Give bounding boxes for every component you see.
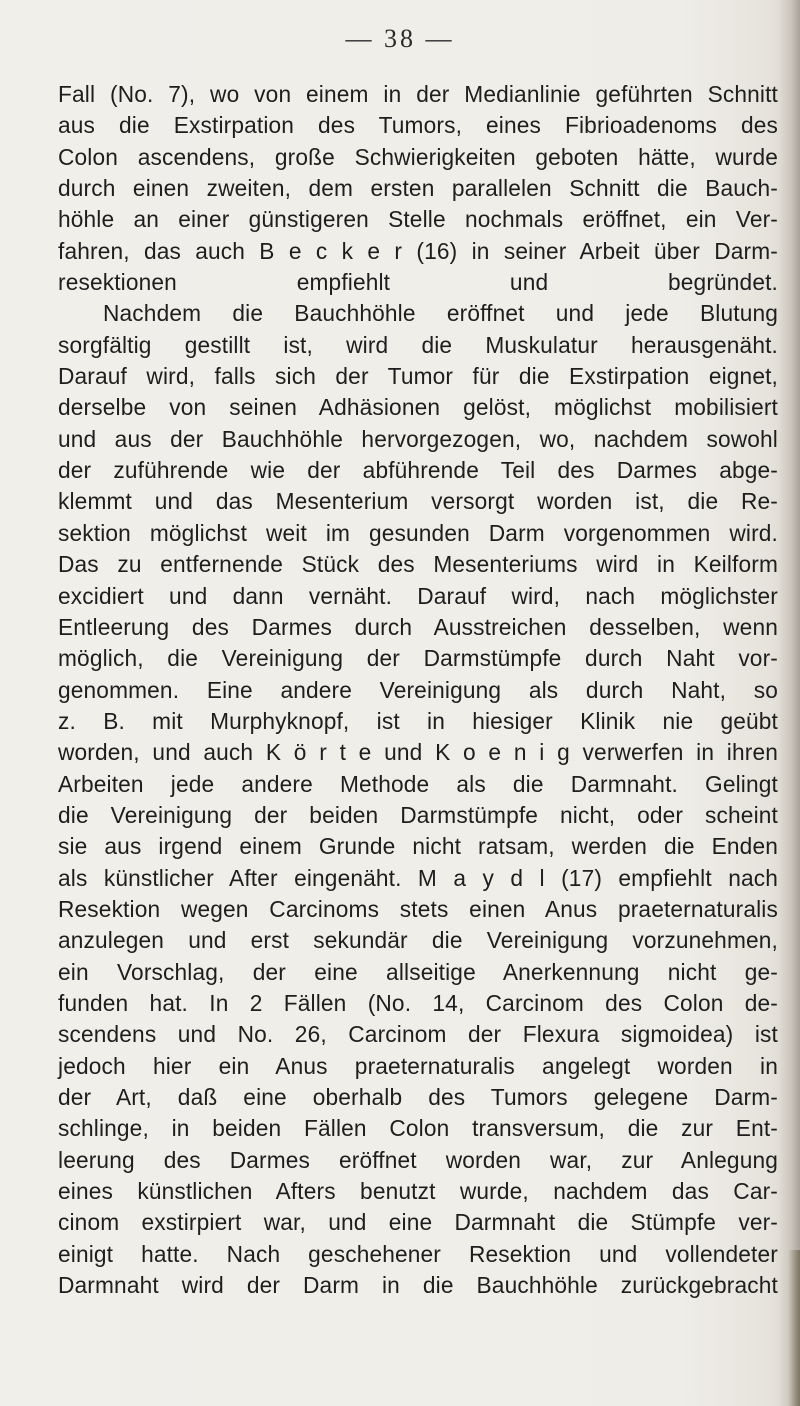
text-line: worden, und auch K ö r t e und K o e n i g verwerfen in ihren: [58, 739, 778, 766]
text-line: Nachdem die Bauchhöhle eröffnet und jede Blutung: [103, 300, 778, 327]
text-line: sektion möglichst weit im gesunden Darm vorgenommen wird.: [58, 519, 778, 546]
text-line: und aus der Bauchhöhle hervorgezogen, wo, nachdem sowohl: [58, 425, 778, 452]
text-line: der Art, daß eine oberhalb des Tumors gelegene Darm-: [58, 1084, 778, 1110]
text-line: die Vereinigung der beiden Darmstümpfe nicht, oder scheint: [58, 801, 778, 828]
text-line: genommen. Eine andere Vereinigung als durch Naht, so: [58, 676, 778, 703]
text-line: Das zu entfernende Stück des Mesenteriums wird in Keilform: [58, 551, 778, 578]
text-line: durch einen zweiten, dem ersten parallelen Schnitt die Bauch-: [58, 175, 778, 202]
text-line: fahren, das auch B e c k e r (16) in seiner Arbeit über Darm-: [58, 237, 778, 264]
text-line: sorgfältig gestillt ist, wird die Muskulatur herausgenäht.: [58, 331, 778, 358]
text-line: anzulegen und erst sekundär die Vereinigung vorzunehmen,: [58, 927, 778, 954]
page-edge-stain: [788, 1250, 800, 1406]
body-text: [58, 79, 778, 1301]
text-line: excidiert und dann vernäht. Darauf wird, nach möglichster: [58, 582, 778, 609]
text-line: z. B. mit Murphyknopf, ist in hiesiger Klinik nie geübt: [58, 707, 778, 734]
text-line: Colon ascendens, große Schwierigkeiten geboten hätte, wurde: [58, 143, 778, 170]
text-line: Entleerung des Darmes durch Ausstreichen desselben, wenn: [58, 613, 778, 640]
text-line: einigt hatte. Nach geschehener Resektion und vollendeter: [58, 1240, 778, 1267]
text-line: derselbe von seinen Adhäsionen gelöst, möglichst mobilisiert: [58, 394, 778, 421]
text-line: cinom exstirpiert war, und eine Darmnaht die Stümpfe ver-: [58, 1209, 778, 1236]
text-line: schlinge, in beiden Fällen Colon transversum, die zur Ent-: [58, 1115, 778, 1142]
text-line: aus die Exstirpation des Tumors, eines Fibrioadenoms des: [58, 112, 778, 139]
text-line: ein Vorschlag, der eine allseitige Anerkennung nicht ge-: [58, 958, 778, 985]
text-line: Resektion wegen Carcinoms stets einen Anus praeternaturalis: [58, 895, 778, 922]
text-line: höhle an einer günstigeren Stelle nochmals eröffnet, ein Ver-: [58, 206, 778, 233]
text-line: jedoch hier ein Anus praeternaturalis angelegt worden in: [58, 1052, 778, 1079]
page-number: — 38 —: [345, 24, 455, 53]
text-line: als künstlicher After eingenäht. M a y d l (17) empfiehlt nach: [58, 864, 778, 891]
text-line: der zuführende wie der abführende Teil des Darmes abge-: [58, 457, 778, 484]
text-line: resektionen empfiehlt und begründet.: [58, 269, 778, 296]
page-edge-shadow: [778, 0, 800, 1406]
text-line: scendens und No. 26, Carcinom der Flexura sigmoidea) ist: [58, 1021, 778, 1048]
text-line: sie aus irgend einem Grunde nicht ratsam, werden die Enden: [58, 833, 778, 860]
text-line: klemmt und das Mesenterium versorgt worden ist, die Re-: [58, 488, 778, 515]
text-line: Arbeiten jede andere Methode als die Darmnaht. Gelingt: [58, 770, 778, 797]
text-line: Darauf wird, falls sich der Tumor für die Exstirpation eignet,: [58, 363, 778, 390]
text-line: möglich, die Vereinigung der Darmstümpfe durch Naht vor-: [58, 645, 778, 672]
text-line: Fall (No. 7), wo von einem in der Medianlinie geführten Schnitt: [58, 81, 778, 107]
text-line: eines künstlichen Afters benutzt wurde, nachdem das Car-: [58, 1178, 778, 1205]
text-line: funden hat. In 2 Fällen (No. 14, Carcinom des Colon de-: [58, 989, 778, 1016]
text-line: leerung des Darmes eröffnet worden war, zur Anlegung: [58, 1146, 778, 1173]
text-line: Darmnaht wird der Darm in die Bauchhöhle zurückgebracht: [58, 1272, 778, 1299]
